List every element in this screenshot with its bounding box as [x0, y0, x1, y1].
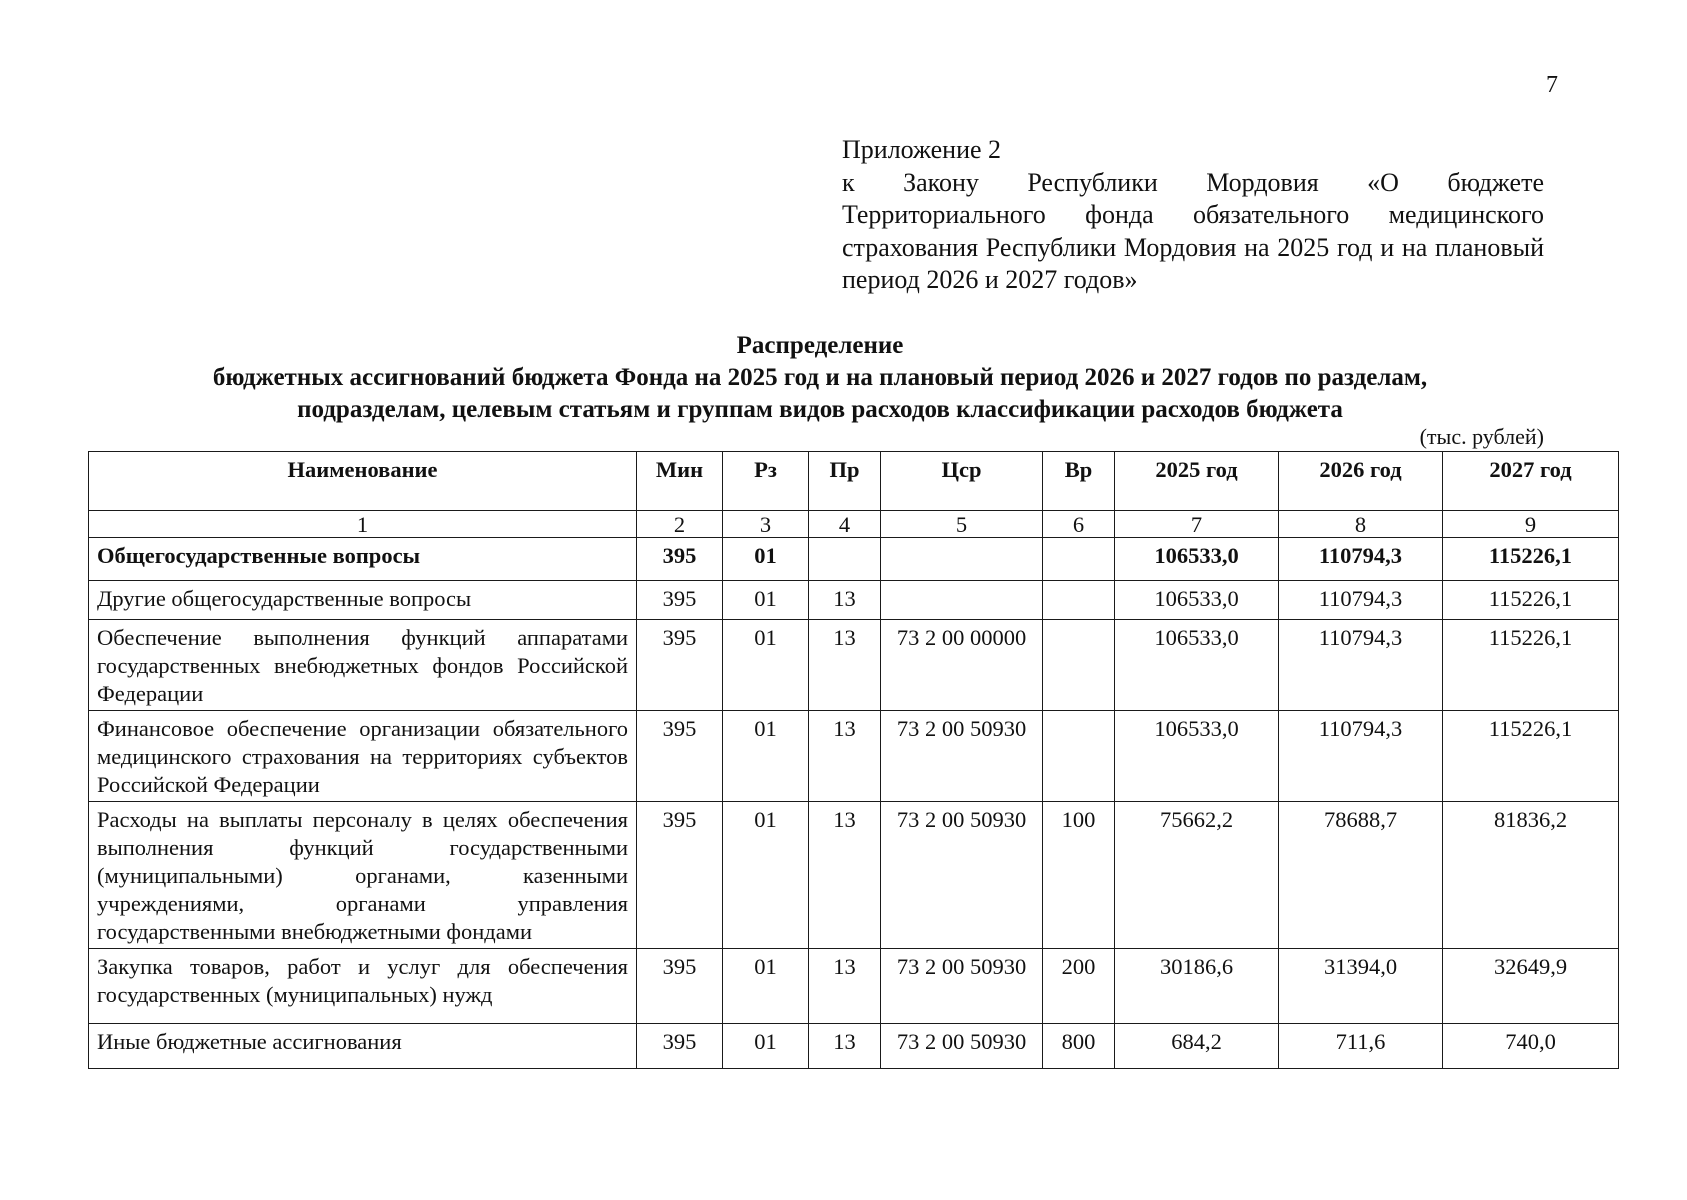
column-number: 9: [1443, 511, 1619, 538]
table-row: [89, 581, 1619, 620]
row-name: Иные бюджетные ассигнования: [89, 1024, 637, 1069]
appendix-body: к Закону Республики Мордовия «О бюджете Территориального фонда обязательного медицинского страхования Республики Мордовия на 2025 год и на плановый период 2026 и 2027 годов»: [842, 167, 1544, 294]
table-row: [89, 802, 1619, 949]
row-name: Расходы на выплаты персоналу в целях обеспечения выполнения функций государственными (муниципальными) органами, казенными учреждениями, органами управления государственными внебюджетными фондами: [89, 802, 637, 949]
column-number: 6: [1043, 511, 1115, 538]
row-2026: 31394,0: [1279, 949, 1443, 1024]
row-rz: 01: [723, 620, 809, 711]
column-number: 5: [881, 511, 1043, 538]
table-row: [89, 538, 1619, 581]
row-rz: 01: [723, 581, 809, 620]
header-pr: Пр: [809, 452, 881, 511]
row-csr: 73 2 00 50930: [881, 1024, 1043, 1069]
row-pr: 13: [809, 949, 881, 1024]
row-2026: 78688,7: [1279, 802, 1443, 949]
column-number: 1: [89, 511, 637, 538]
row-rz: 01: [723, 538, 809, 581]
heading-line-3: подразделам, целевым статьям и группам видов расходов классификации расходов бюджета: [297, 396, 1343, 423]
row-min: 395: [637, 802, 723, 949]
column-number: 2: [637, 511, 723, 538]
row-csr: 73 2 00 50930: [881, 802, 1043, 949]
row-rz: 01: [723, 949, 809, 1024]
row-2025: 106533,0: [1115, 581, 1279, 620]
row-min: 395: [637, 538, 723, 581]
row-2025: 106533,0: [1115, 538, 1279, 581]
column-number: 7: [1115, 511, 1279, 538]
row-name: Другие общегосударственные вопросы: [89, 581, 637, 620]
row-2026: 110794,3: [1279, 581, 1443, 620]
header-min: Мин: [637, 452, 723, 511]
row-csr: 73 2 00 00000: [881, 620, 1043, 711]
row-2027: 740,0: [1443, 1024, 1619, 1069]
column-number-row: [89, 511, 1619, 538]
row-vr: 100: [1043, 802, 1115, 949]
row-pr: 13: [809, 581, 881, 620]
row-vr: [1043, 620, 1115, 711]
row-vr: [1043, 581, 1115, 620]
row-min: 395: [637, 1024, 723, 1069]
row-min: 395: [637, 620, 723, 711]
header-rz: Рз: [723, 452, 809, 511]
row-2025: 684,2: [1115, 1024, 1279, 1069]
column-number: 8: [1279, 511, 1443, 538]
table-row: [89, 949, 1619, 1024]
row-min: 395: [637, 949, 723, 1024]
row-vr: [1043, 538, 1115, 581]
row-2026: 110794,3: [1279, 711, 1443, 802]
column-number: 3: [723, 511, 809, 538]
table-row: [89, 1024, 1619, 1069]
row-name: Обеспечение выполнения функций аппаратами государственных внебюджетных фондов Российской Федерации: [89, 620, 637, 711]
appendix-title: Приложение 2: [842, 135, 1002, 164]
row-pr: 13: [809, 620, 881, 711]
header-csr: Цср: [881, 452, 1043, 511]
row-csr: 73 2 00 50930: [881, 949, 1043, 1024]
row-2026: 110794,3: [1279, 538, 1443, 581]
appendix-block: [842, 134, 1544, 297]
row-2027: 32649,9: [1443, 949, 1619, 1024]
row-2026: 711,6: [1279, 1024, 1443, 1069]
row-pr: 13: [809, 802, 881, 949]
row-csr: [881, 538, 1043, 581]
row-2025: 106533,0: [1115, 620, 1279, 711]
row-pr: 13: [809, 711, 881, 802]
row-vr: 800: [1043, 1024, 1115, 1069]
row-2027: 115226,1: [1443, 538, 1619, 581]
row-csr: [881, 581, 1043, 620]
unit-note: (тыс. рублей): [1419, 424, 1544, 449]
document-heading: [80, 330, 1560, 426]
row-name: Общегосударственные вопросы: [89, 538, 637, 581]
row-2025: 106533,0: [1115, 711, 1279, 802]
row-2026: 110794,3: [1279, 620, 1443, 711]
budget-table: [88, 451, 1619, 1069]
row-2027: 81836,2: [1443, 802, 1619, 949]
row-name: Финансовое обеспечение организации обязательного медицинского страхования на территориях субъектов Российской Федерации: [89, 711, 637, 802]
row-csr: 73 2 00 50930: [881, 711, 1043, 802]
header-2026: 2026 год: [1279, 452, 1443, 511]
header-2027: 2027 год: [1443, 452, 1619, 511]
row-min: 395: [637, 711, 723, 802]
row-rz: 01: [723, 1024, 809, 1069]
column-number: 4: [809, 511, 881, 538]
row-2027: 115226,1: [1443, 711, 1619, 802]
row-pr: 13: [809, 1024, 881, 1069]
row-2027: 115226,1: [1443, 581, 1619, 620]
table-row: [89, 711, 1619, 802]
table-header-row: [89, 452, 1619, 511]
heading-line-2: бюджетных ассигнований бюджета Фонда на 2025 год и на плановый период 2026 и 2027 годов по разделам,: [212, 364, 1428, 391]
page-number: 7: [1546, 72, 1558, 98]
header-2025: 2025 год: [1115, 452, 1279, 511]
row-2025: 30186,6: [1115, 949, 1279, 1024]
row-rz: 01: [723, 802, 809, 949]
row-min: 395: [637, 581, 723, 620]
table-row: [89, 620, 1619, 711]
row-vr: [1043, 711, 1115, 802]
header-name: Наименование: [89, 452, 637, 511]
row-pr: [809, 538, 881, 581]
heading-line-1: Распределение: [736, 332, 904, 359]
row-vr: 200: [1043, 949, 1115, 1024]
row-2027: 115226,1: [1443, 620, 1619, 711]
row-2025: 75662,2: [1115, 802, 1279, 949]
row-rz: 01: [723, 711, 809, 802]
header-vr: Вр: [1043, 452, 1115, 511]
row-name: Закупка товаров, работ и услуг для обеспечения государственных (муниципальных) нужд: [89, 949, 637, 1024]
